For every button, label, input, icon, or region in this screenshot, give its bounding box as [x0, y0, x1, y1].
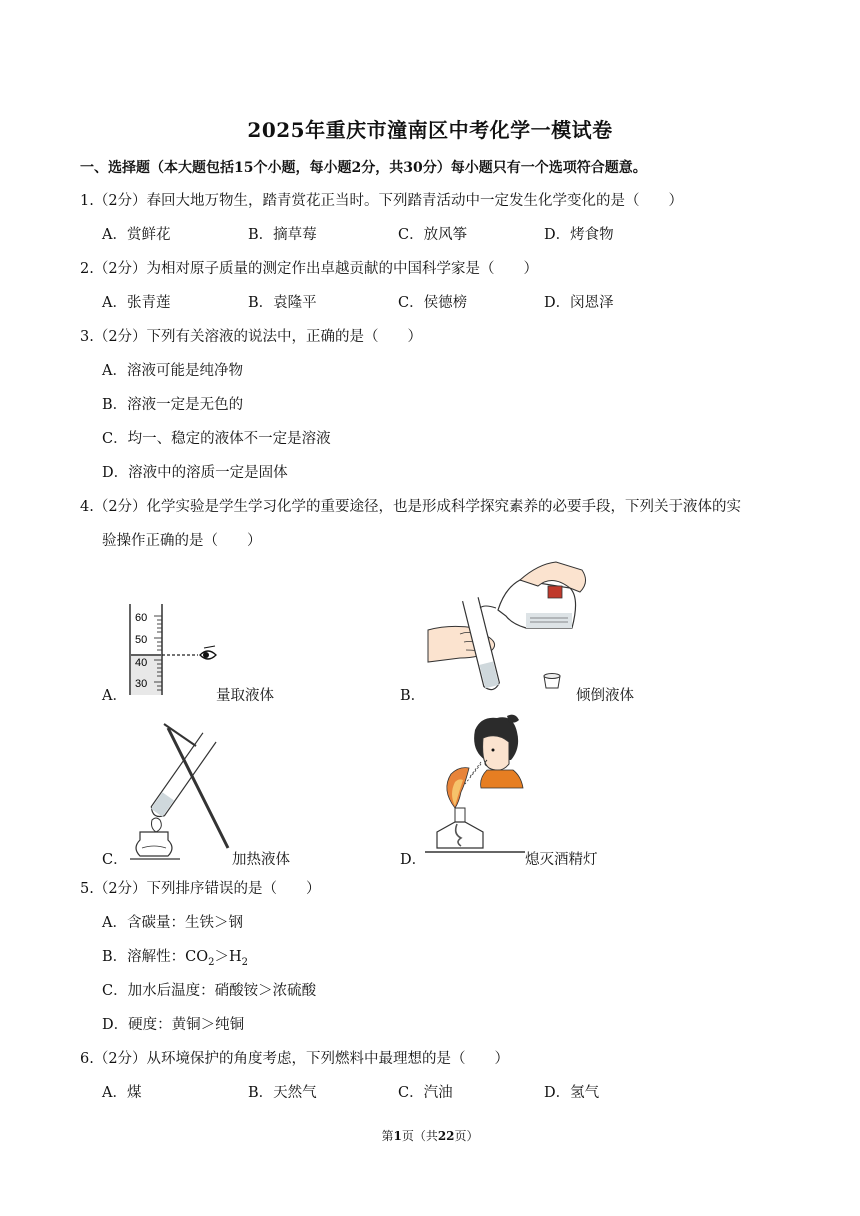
q6-option-c: C．汽油 — [398, 1085, 453, 1101]
tick-label-50: 50 — [135, 634, 148, 646]
page-footer — [0, 1127, 860, 1144]
footer-mid: 页（共 — [401, 1129, 438, 1143]
section-heading: 一、选择题（本大题包括15个小题，每小题2分，共30分）每小题只有一个选项符合题意。 — [80, 160, 647, 176]
question-5-stem: 5.（2分）下列排序错误的是（ ） — [80, 881, 321, 897]
q2-option-d: D．闵恩泽 — [544, 295, 614, 311]
q5-option-b-mid: ＞H — [214, 949, 242, 965]
q5-option-a: A．含碳量：生铁＞钢 — [102, 915, 243, 931]
question-4-stem-continued: 验操作正确的是（ ） — [102, 533, 262, 549]
subscript-2: 2 — [241, 956, 249, 968]
extinguish-lamp-figure — [425, 712, 535, 862]
heating-liquid-figure — [120, 720, 230, 865]
footer-suffix: 页） — [454, 1129, 479, 1143]
q3-option-b: B．溶液一定是无色的 — [102, 397, 244, 413]
figure-d-letter: D． — [400, 852, 427, 868]
figure-a-caption: 量取液体 — [216, 688, 274, 704]
q6-option-a: A．煤 — [102, 1085, 142, 1101]
q6-option-b: B．天然气 — [248, 1085, 317, 1101]
figure-b-letter: B． — [400, 688, 426, 704]
figure-c-letter: C． — [102, 852, 128, 868]
footer-prefix: 第 — [381, 1129, 394, 1143]
q1-option-d: D．烤食物 — [544, 227, 614, 243]
tick-label-40: 40 — [135, 657, 148, 669]
q2-option-b: B．袁隆平 — [248, 295, 317, 311]
q3-option-d: D．溶液中的溶质一定是固体 — [102, 465, 288, 481]
figure-d-caption: 熄灭酒精灯 — [525, 852, 598, 868]
tick-label-60: 60 — [135, 612, 148, 624]
q1-option-c: C．放风筝 — [398, 227, 468, 243]
question-3-stem: 3.（2分）下列有关溶液的说法中，正确的是（ ） — [80, 329, 423, 345]
page-title: 2025年重庆市潼南区中考化学一模试卷 — [247, 118, 613, 142]
q3-option-c: C．均一、稳定的液体不一定是溶液 — [102, 431, 331, 447]
graduated-cylinder-figure — [120, 600, 230, 700]
q6-option-d: D．氢气 — [544, 1085, 600, 1101]
pouring-liquid-figure — [420, 558, 590, 703]
q5-option-b-prefix: B．溶解性：CO — [102, 949, 209, 965]
question-2-stem: 2.（2分）为相对原子质量的测定作出卓越贡献的中国科学家是（ ） — [80, 261, 539, 277]
question-4-stem: 4.（2分）化学实验是学生学习化学的重要途径，也是形成科学探究素养的必要手段，下列关于液体的实 — [80, 499, 742, 515]
q5-option-d: D．硬度：黄铜＞纯铜 — [102, 1017, 245, 1033]
q2-option-a: A．张青莲 — [102, 295, 171, 311]
q5-option-b — [102, 945, 248, 968]
question-6-stem: 6.（2分）从环境保护的角度考虑，下列燃料中最理想的是（ ） — [80, 1051, 510, 1067]
figure-a-letter: A． — [102, 688, 127, 704]
subscript-2: 2 — [208, 956, 215, 968]
footer-page-number: 1 — [393, 1129, 402, 1143]
q3-option-a: A．溶液可能是纯净物 — [102, 363, 243, 379]
footer-total-pages: 22 — [437, 1129, 455, 1143]
q1-option-a: A．赏鲜花 — [102, 227, 171, 243]
question-1-stem: 1.（2分）春回大地万物生，踏青赏花正当时。下列踏青活动中一定发生化学变化的是（ ） — [80, 193, 684, 209]
eye-icon — [200, 646, 216, 659]
q1-option-b: B．摘草莓 — [248, 227, 317, 243]
q5-option-c: C．加水后温度：硝酸铵＞浓硫酸 — [102, 983, 317, 999]
q2-option-c: C．侯德榜 — [398, 295, 468, 311]
tick-label-30: 30 — [135, 678, 148, 690]
figure-b-caption: 倾倒液体 — [576, 688, 634, 704]
figure-c-caption: 加热液体 — [232, 852, 290, 868]
bottle-stopper-icon — [544, 674, 560, 689]
